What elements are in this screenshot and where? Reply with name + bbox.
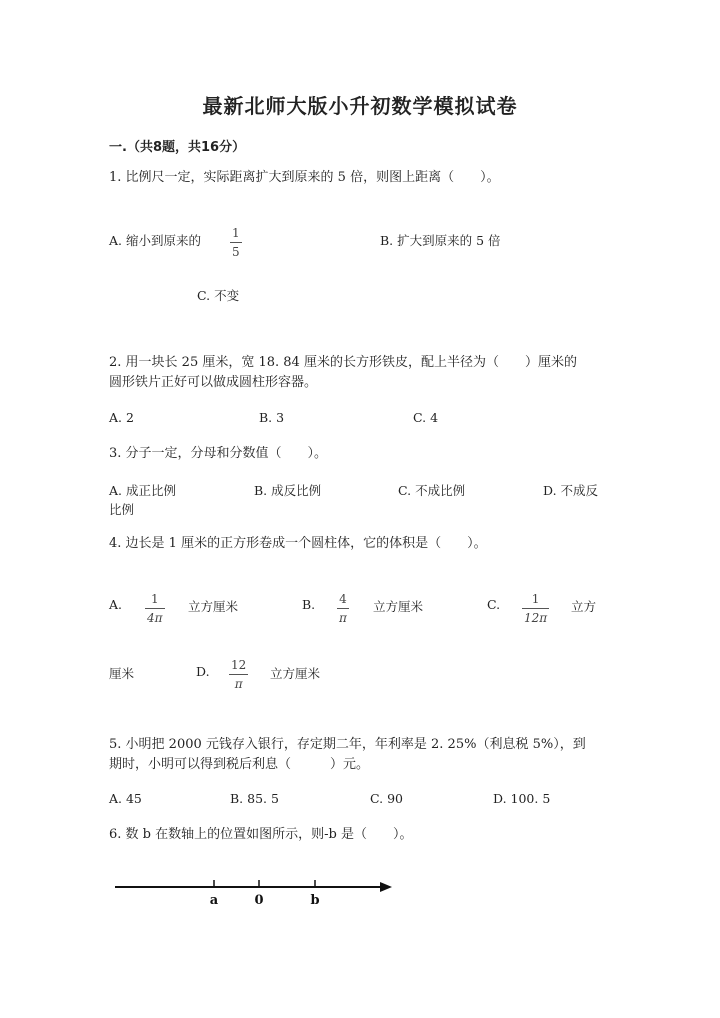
fraction-bar bbox=[230, 242, 242, 243]
q4-option-d: D. bbox=[196, 664, 210, 679]
q4-option-d-fraction bbox=[229, 658, 248, 691]
q3-option-c: C. 不成比例 bbox=[398, 483, 466, 498]
section-heading: 一.（共8题，共16分） bbox=[109, 140, 246, 155]
page-title: 最新北师大版小升初数学模拟试卷 bbox=[202, 94, 518, 118]
fraction-denominator: π bbox=[339, 611, 347, 625]
q5-option-b: B. 85. 5 bbox=[230, 791, 279, 806]
q4-option-c-unit: 立方 bbox=[571, 599, 597, 614]
q1-option-c: C. 不变 bbox=[197, 288, 240, 303]
q4-option-a: A. bbox=[109, 597, 123, 612]
fraction-numerator: 1 bbox=[232, 226, 240, 240]
q2-option-b: B. 3 bbox=[259, 410, 285, 425]
q1-option-a: A. 缩小到原来的 bbox=[109, 233, 201, 248]
question-5-line-1: 5. 小明把 2000 元钱存入银行，存定期二年，年利率是 2. 25%（利息税 5%），到 bbox=[109, 737, 586, 752]
question-6-text: 6. 数 b 在数轴上的位置如图所示，则-b 是（ ）。 bbox=[109, 827, 413, 842]
q3-option-a: A. 成正比例 bbox=[109, 483, 176, 498]
fraction-denominator: 5 bbox=[232, 245, 240, 259]
label-b: b bbox=[310, 893, 320, 908]
q4-option-b: B. bbox=[302, 597, 316, 612]
fraction-denominator: 4π bbox=[147, 611, 163, 625]
q4-option-b-unit: 立方厘米 bbox=[373, 599, 424, 614]
fraction-numerator: 4 bbox=[339, 592, 347, 606]
number-line-figure bbox=[110, 872, 400, 912]
q1-option-a-fraction bbox=[230, 226, 242, 259]
fraction-bar bbox=[229, 674, 248, 675]
fraction-numerator: 12 bbox=[231, 658, 247, 672]
q5-option-d: D. 100. 5 bbox=[493, 791, 551, 806]
fraction-denominator: 12π bbox=[524, 611, 548, 625]
q4-option-a-fraction bbox=[145, 592, 165, 625]
question-2-line-2: 圆形铁片正好可以做成圆柱形容器。 bbox=[109, 375, 318, 390]
q4-option-d-unit: 立方厘米 bbox=[270, 666, 321, 681]
q4-option-b-fraction bbox=[337, 592, 349, 625]
q5-option-a: A. 45 bbox=[109, 791, 142, 806]
fraction-denominator: π bbox=[234, 677, 243, 691]
q3-option-d-continued: 比例 bbox=[109, 502, 135, 517]
q2-option-a: A. 2 bbox=[109, 410, 134, 425]
q3-option-b: B. 成反比例 bbox=[254, 483, 322, 498]
q2-option-c: C. 4 bbox=[413, 410, 439, 425]
q4-option-a-unit: 立方厘米 bbox=[188, 599, 239, 614]
q5-option-c: C. 90 bbox=[370, 791, 403, 806]
question-4-text: 4. 边长是 1 厘米的正方形卷成一个圆柱体，它的体积是（ ）。 bbox=[109, 536, 487, 551]
question-1-text: 1. 比例尺一定，实际距离扩大到原来的 5 倍，则图上距离（ ）。 bbox=[109, 170, 500, 185]
label-a: a bbox=[209, 893, 219, 908]
number-line-arrowhead bbox=[380, 882, 392, 892]
fraction-bar bbox=[522, 608, 549, 609]
q4-option-c: C. bbox=[487, 597, 501, 612]
fraction-numerator: 1 bbox=[150, 592, 159, 606]
question-3-text: 3. 分子一定，分母和分数值（ ）。 bbox=[109, 446, 328, 461]
q1-option-b: B. 扩大到原来的 5 倍 bbox=[380, 233, 501, 248]
question-5-line-2: 期时，小明可以得到税后利息（ ）元。 bbox=[109, 757, 370, 772]
q4-option-c-fraction bbox=[522, 592, 549, 625]
q4-option-c-unit-continued: 厘米 bbox=[109, 666, 135, 681]
label-0: 0 bbox=[254, 893, 264, 908]
fraction-numerator: 1 bbox=[531, 592, 540, 606]
q3-option-d: D. 不成反 bbox=[543, 483, 599, 498]
fraction-bar bbox=[145, 608, 165, 609]
fraction-bar bbox=[337, 608, 349, 609]
question-2-line-1: 2. 用一块长 25 厘米，宽 18. 84 厘米的长方形铁皮，配上半径为（ ）厘米的 bbox=[109, 355, 577, 370]
